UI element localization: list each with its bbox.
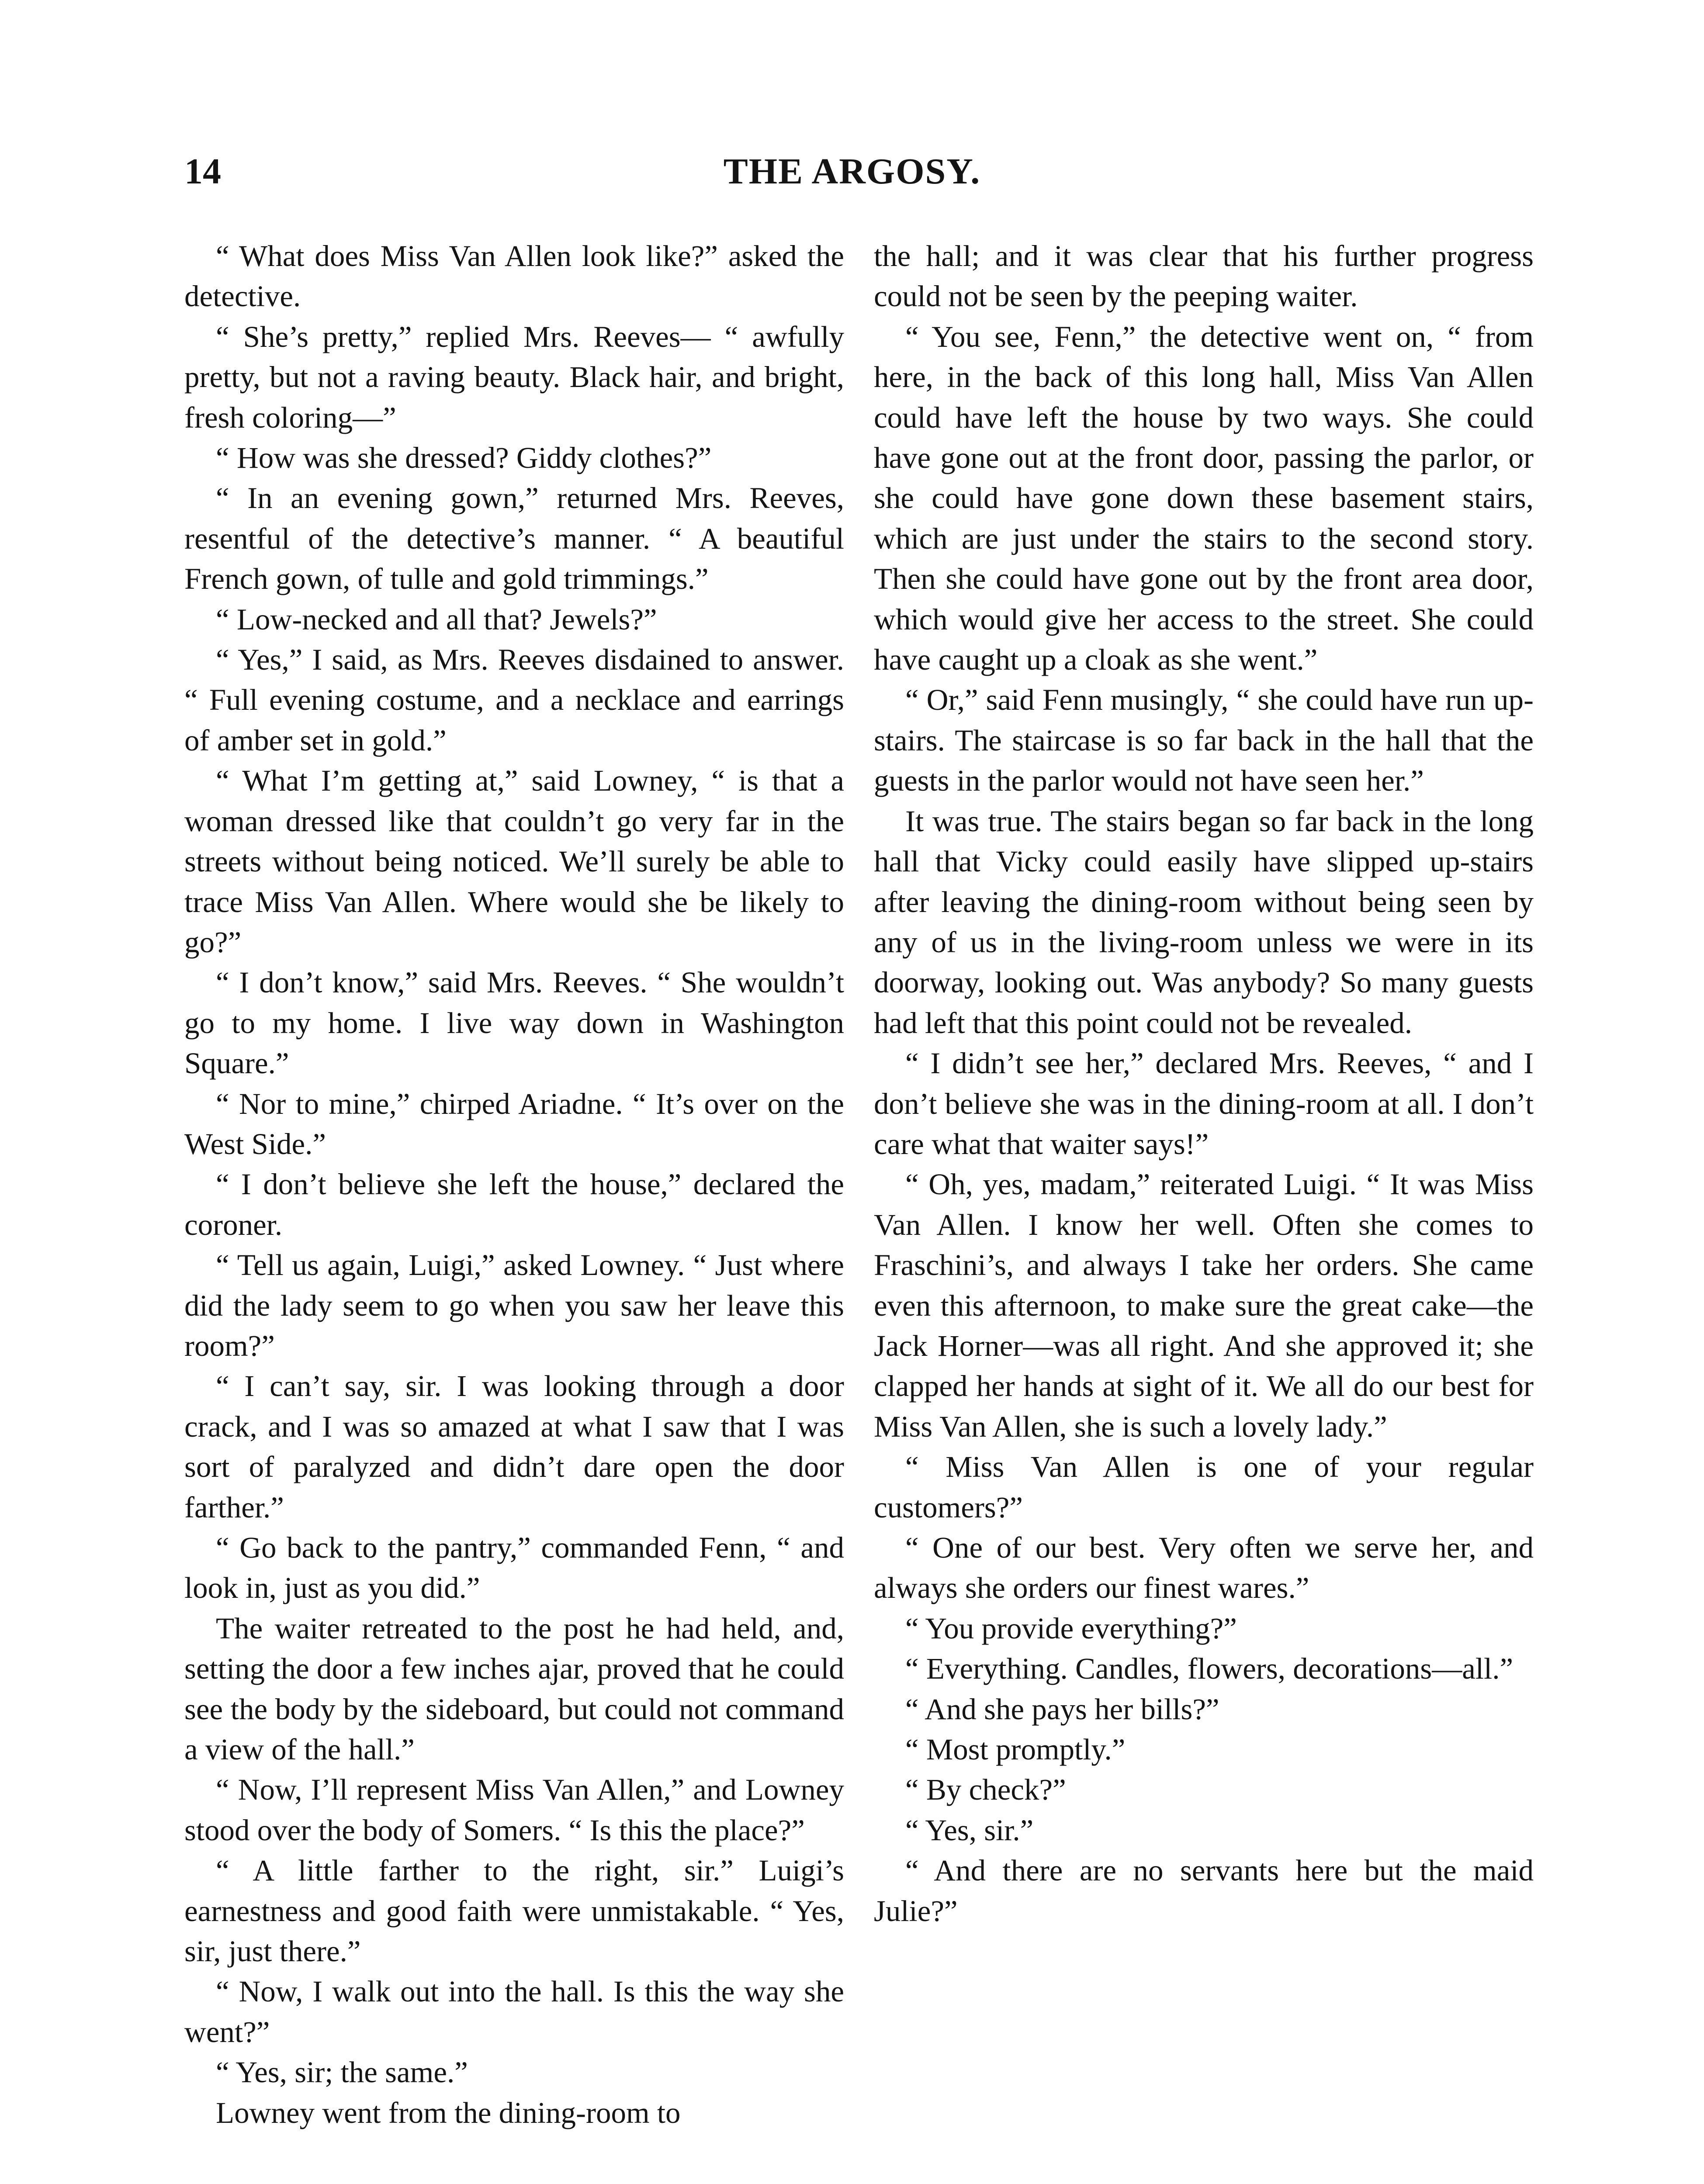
paragraph: “ You see, Fenn,” the detective went on, “ from here, in the back of this long hall, Miss Van Allen could have left the house by two ways. She could have gone out at the front door, passing the parlor, or she could have gone down these basement stairs, which are just under the stairs to the second story. Then she could have gone out by the front area door, which would give her access to the street. She could have caught up a cloak as she went.” xyxy=(874,320,1534,677)
paragraph: “ Go back to the pantry,” commanded Fenn, “ and look in, just as you did.” xyxy=(184,1531,844,1605)
paragraph: “ In an evening gown,” returned Mrs. Reeves, resentful of the detective’s manner. “ A beautiful French gown, of tulle and gold trimmings.” xyxy=(184,481,844,596)
page-header xyxy=(0,148,1704,196)
paragraph: “ Yes, sir; the same.” xyxy=(216,2056,468,2089)
paragraph: “ I don’t believe she left the house,” declared the coroner. xyxy=(184,1168,844,1241)
paragraph: “ What does Miss Van Allen look like?” asked the detective. xyxy=(184,239,844,313)
paragraph: “ Yes, sir.” xyxy=(905,1813,1034,1847)
right-column xyxy=(874,236,1534,1931)
paragraph: The waiter retreated to the post he had held, and, setting the door a few inches ajar, proved that he could see the body by the sideboard, but could not command a view of the hall.” xyxy=(184,1611,844,1766)
paragraph: “ Miss Van Allen is one of your regular customers?” xyxy=(874,1450,1534,1524)
paragraph: “ Nor to mine,” chirped Ariadne. “ It’s over on the West Side.” xyxy=(184,1087,844,1161)
paragraph: “ I don’t know,” said Mrs. Reeves. “ She wouldn’t go to my home. I live way down in Washington Square.” xyxy=(184,966,844,1080)
paragraph-continued: the hall; and it was clear that his further progress could not be seen by the peeping waiter. xyxy=(874,239,1534,313)
paragraph: “ Low-necked and all that? Jewels?” xyxy=(216,602,657,636)
paragraph: “ Or,” said Fenn musingly, “ she could have run up-stairs. The staircase is so far back in the hall that the guests in the parlor would not have seen her.” xyxy=(874,683,1534,798)
paragraph: “ How was she dressed? Giddy clothes?” xyxy=(216,441,712,475)
paragraph: “ A little farther to the right, sir.” Luigi’s earnestness and good faith were unmistakable. “ Yes, sir, just there.” xyxy=(184,1854,844,1968)
paragraph: “ Now, I’ll represent Miss Van Allen,” and Lowney stood over the body of Somers. “ Is this the place?” xyxy=(184,1773,844,1847)
paragraph: “ Oh, yes, madam,” reiterated Luigi. “ It was Miss Van Allen. I know her well. Often she comes to Fraschini’s, and always I take her orders. She came even this afternoon, to make sure the great cake—the Jack Horner—was all right. And she approved it; she clapped her hands at sight of it. We all do our best for Miss Van Allen, she is such a lovely lady.” xyxy=(874,1168,1534,1443)
paragraph: “ One of our best. Very often we serve her, and always she orders our finest wares.” xyxy=(874,1531,1534,1605)
page-number: 14 xyxy=(184,151,221,192)
paragraph: “ By check?” xyxy=(905,1773,1066,1807)
paragraph: “ Everything. Candles, flowers, decorations—all.” xyxy=(905,1652,1514,1686)
paragraph: “ I didn’t see her,” declared Mrs. Reeves, “ and I don’t believe she was in the dining-room at all. I don’t care what that waiter says!” xyxy=(874,1047,1534,1161)
paragraph: “ Tell us again, Luigi,” asked Lowney. “ Just where did the lady seem to go when you saw her leave this room?” xyxy=(184,1248,844,1362)
paragraph: “ Yes,” I said, as Mrs. Reeves disdained to answer. “ Full evening costume, and a necklace and earrings of amber set in gold.” xyxy=(184,643,844,757)
paragraph: “ And she pays her bills?” xyxy=(905,1692,1219,1726)
paragraph: “ What I’m getting at,” said Lowney, “ is that a woman dressed like that couldn’t go very far in the streets without being noticed. We’ll surely be able to trace Miss Van Allen. Where would she be likely to go?” xyxy=(184,764,844,959)
paragraph: “ I can’t say, sir. I was looking through a door crack, and I was so amazed at what I saw that I was sort of paralyzed and didn’t dare open the door farther.” xyxy=(184,1369,844,1524)
running-title: THE ARGOSY. xyxy=(723,151,981,192)
paragraph: Lowney went from the dining-room to xyxy=(216,2096,681,2129)
paragraph: It was true. The stairs began so far back in the long hall that Vicky could easily have slipped up-stairs after leaving the dining-room without being seen by any of us in the living-room unless we were in its doorway, looking out. Was anybody? So many guests had left that this point could not be revealed. xyxy=(874,804,1534,1040)
paragraph: “ And there are no servants here but the maid Julie?” xyxy=(874,1854,1534,1928)
paragraph: “ Now, I walk out into the hall. Is this the way she went?” xyxy=(184,1975,844,2049)
paragraph: “ Most promptly.” xyxy=(905,1733,1126,1766)
left-column xyxy=(184,236,844,2133)
paragraph: “ She’s pretty,” replied Mrs. Reeves— “ awfully pretty, but not a raving beauty. Black hair, and bright, fresh coloring—” xyxy=(184,320,844,434)
paragraph: “ You provide everything?” xyxy=(905,1611,1237,1645)
